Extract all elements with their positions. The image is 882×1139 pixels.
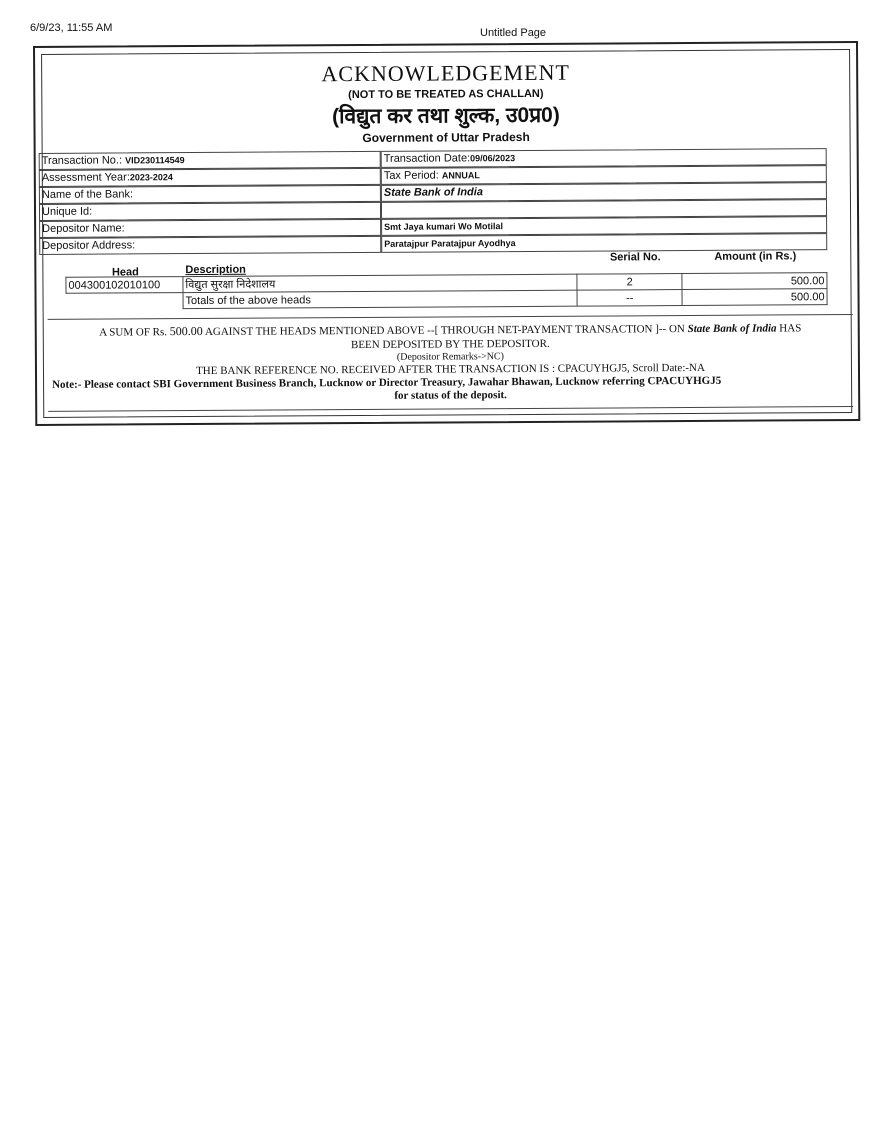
summary-bank: State Bank of India [687,322,777,336]
transaction-info-grid [39,148,835,255]
serial-header: Serial No. [609,251,661,264]
serial-cell: 2 [577,274,682,291]
txn-no-value: VID230114549 [125,155,185,166]
txn-no-cell [39,151,381,170]
acknowledgement-document [33,41,860,426]
document-title: ACKNOWLEDGEMENT [321,59,570,87]
hindi-title: (विद्युत कर तथा शुल्क, उ0प्र0) [332,103,560,129]
head-cell [66,293,183,310]
depositor-value: Smt Jaya kumari Wo Motilal [384,221,504,232]
assessment-label: Assessment Year: [41,171,130,184]
txn-date-value: 09/06/2023 [470,153,516,164]
txn-date-label: Transaction Date: [383,152,471,165]
tax-period-label: Tax Period: [383,169,439,182]
amount-cell: 500.00 [682,273,827,290]
description-cell: विद्युत सुरक्षा निदेशालय [183,274,577,292]
bank-label-cell [39,185,381,204]
description-header: Description [185,263,246,277]
summary-amount: 500.00 [169,323,203,339]
bank-reference: THE BANK REFERENCE NO. RECEIVED AFTER THE TRANSACTION IS : CPACUYHGJ5, Scroll Date:-NA [196,361,705,378]
tax-period-value: ANNUAL [441,170,480,181]
amount-header: Amount (in Rs.) [714,250,797,263]
assessment-value: 2023-2024 [129,172,173,183]
title-block [42,58,849,147]
contact-note: Note:- Please contact SBI Government Business Branch, Lucknow or Director Treasury, Jawahar Bhawan, Lucknow referring CPACUYHGJ5 [52,374,722,391]
head-header: Head [111,266,139,279]
depositor-cell [39,219,381,238]
summary-text-a: A SUM OF Rs. [99,326,170,339]
address-label: Depositor Address: [42,239,136,252]
depositor-remarks: (Depositor Remarks->NC) [396,351,504,363]
table-header-row [65,250,827,279]
unique-id-cell [39,202,381,221]
document-inner-frame [41,49,852,418]
table-row [66,289,827,310]
summary-line-2: BEEN DEPOSITED BY THE DEPOSITOR. [350,337,550,352]
page-title: Untitled Page [480,27,547,39]
document-subtitle: (NOT TO BE TREATED AS CHALLAN) [348,87,544,102]
depositor-label: Depositor Name: [42,222,125,235]
unique-id-label: Unique Id: [41,205,93,218]
summary-block [48,314,854,412]
summary-text-b: AGAINST THE HEADS MENTIONED ABOVE --[ THROUGH NET-PAYMENT TRANSACTION ]-- ON [202,323,688,338]
assessment-cell [39,168,381,187]
head-cell: 004300102010100 [66,277,183,294]
government-name: Government of Uttar Pradesh [362,129,530,145]
heads-table-area [65,250,827,310]
print-datetime: 6/9/23, 11:55 AM [30,22,113,34]
bank-label: Name of the Bank: [41,188,134,201]
address-cell [39,236,381,255]
summary-text-c: HAS [776,322,802,335]
bank-value: State Bank of India [383,186,483,199]
contact-note-2: for status of the deposit. [394,389,507,402]
address-value: Paratajpur Paratajpur Ayodhya [384,238,516,249]
txn-no-label: Transaction No.: [41,154,123,167]
amount-cell: 500.00 [682,289,827,306]
serial-cell: -- [577,290,682,307]
description-cell: Totals of the above heads [183,290,577,308]
